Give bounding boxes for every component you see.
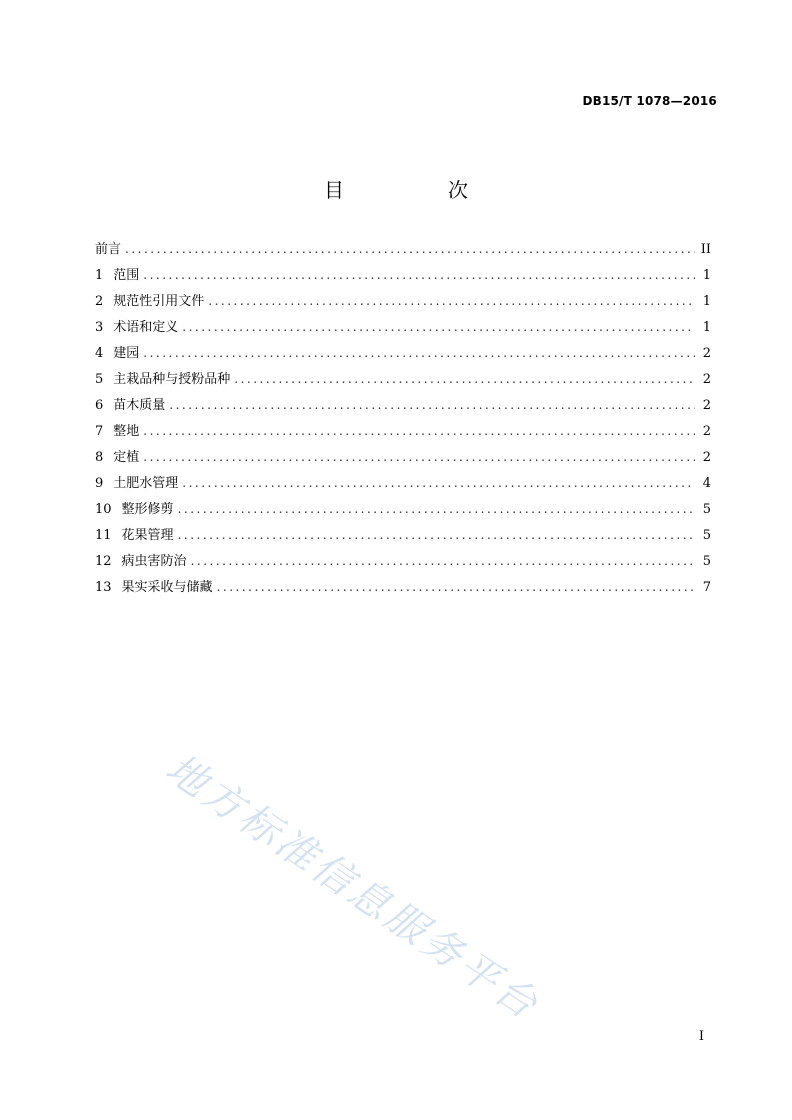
toc-entry-label: 范围 <box>113 268 140 283</box>
toc-dot-leader <box>182 314 695 340</box>
toc-entry-number: 13 <box>95 580 112 595</box>
toc-page-number: 2 <box>702 398 711 413</box>
toc-entry-label: 前言 <box>95 242 122 257</box>
toc-entry-label: 建园 <box>113 346 140 361</box>
toc-entry-label: 整地 <box>113 424 140 439</box>
toc-entry-number: 7 <box>95 424 104 439</box>
toc-entry-2[interactable] <box>95 288 711 314</box>
toc-page-number: 4 <box>702 476 711 491</box>
toc-dot-leader <box>191 548 695 574</box>
toc-page-number: 2 <box>702 372 711 387</box>
toc-dot-leader <box>143 340 695 366</box>
toc-entry-4[interactable] <box>95 340 711 366</box>
toc-page-number: 5 <box>702 528 711 543</box>
toc-page-number: 7 <box>702 580 711 595</box>
toc-entry-label: 果实采收与储藏 <box>121 580 213 595</box>
toc-entry-8[interactable] <box>95 444 711 470</box>
toc-entry-10[interactable] <box>95 496 711 522</box>
watermark: 地方标准信息服务平台 <box>157 745 548 1030</box>
toc-entry-foreword[interactable] <box>95 236 711 262</box>
toc-entry-number: 6 <box>95 398 104 413</box>
toc-entry-label: 主栽品种与授粉品种 <box>113 372 231 387</box>
toc-entry-number: 4 <box>95 346 104 361</box>
toc-page-number: 1 <box>702 294 711 309</box>
toc-entry-number: 10 <box>95 502 112 517</box>
toc-dot-leader <box>178 522 695 548</box>
toc-entry-12[interactable] <box>95 548 711 574</box>
toc-dot-leader <box>208 288 695 314</box>
toc-page-number: 2 <box>702 424 711 439</box>
toc-dot-leader <box>169 392 695 418</box>
toc-dot-leader <box>182 470 695 496</box>
toc-entry-label: 术语和定义 <box>113 320 179 335</box>
toc-entry-number: 9 <box>95 476 104 491</box>
toc-page-number: 5 <box>702 554 711 569</box>
toc-entry-number: 2 <box>95 294 104 309</box>
toc-entry-label: 整形修剪 <box>121 502 174 517</box>
toc-entry-9[interactable] <box>95 470 711 496</box>
toc-entry-number: 5 <box>95 372 104 387</box>
toc-entry-3[interactable] <box>95 314 711 340</box>
document-code: DB15/T 1078—2016 <box>582 94 717 108</box>
toc-dot-leader <box>125 236 695 262</box>
toc-dot-leader <box>143 418 695 444</box>
toc-page-number: 1 <box>702 268 711 283</box>
toc-dot-leader <box>143 262 695 288</box>
toc-dot-leader <box>217 574 695 600</box>
toc-entry-6[interactable] <box>95 392 711 418</box>
toc-entry-13[interactable] <box>95 574 711 600</box>
toc-entry-number: 3 <box>95 320 104 335</box>
toc-page-number: II <box>700 242 711 257</box>
toc-entry-number: 1 <box>95 268 104 283</box>
page-number: I <box>698 1029 704 1044</box>
toc-entry-11[interactable] <box>95 522 711 548</box>
toc-dot-leader <box>178 496 695 522</box>
toc-entry-number: 11 <box>95 528 112 543</box>
toc-entry-label: 规范性引用文件 <box>113 294 205 309</box>
toc-entry-label: 病虫害防治 <box>121 554 187 569</box>
toc-entry-label: 土肥水管理 <box>113 476 179 491</box>
toc-page-number: 2 <box>702 346 711 361</box>
toc-page-number: 2 <box>702 450 711 465</box>
toc-page-number: 1 <box>702 320 711 335</box>
toc-title: 目 次 <box>324 178 510 202</box>
table-of-contents <box>95 236 711 600</box>
toc-entry-label: 苗木质量 <box>113 398 166 413</box>
toc-entry-7[interactable] <box>95 418 711 444</box>
toc-entry-1[interactable] <box>95 262 711 288</box>
toc-dot-leader <box>143 444 695 470</box>
toc-entry-5[interactable] <box>95 366 711 392</box>
toc-entry-number: 12 <box>95 554 112 569</box>
toc-entry-label: 定植 <box>113 450 140 465</box>
toc-entry-label: 花果管理 <box>121 528 174 543</box>
toc-entry-number: 8 <box>95 450 104 465</box>
toc-dot-leader <box>234 366 695 392</box>
toc-page-number: 5 <box>702 502 711 517</box>
